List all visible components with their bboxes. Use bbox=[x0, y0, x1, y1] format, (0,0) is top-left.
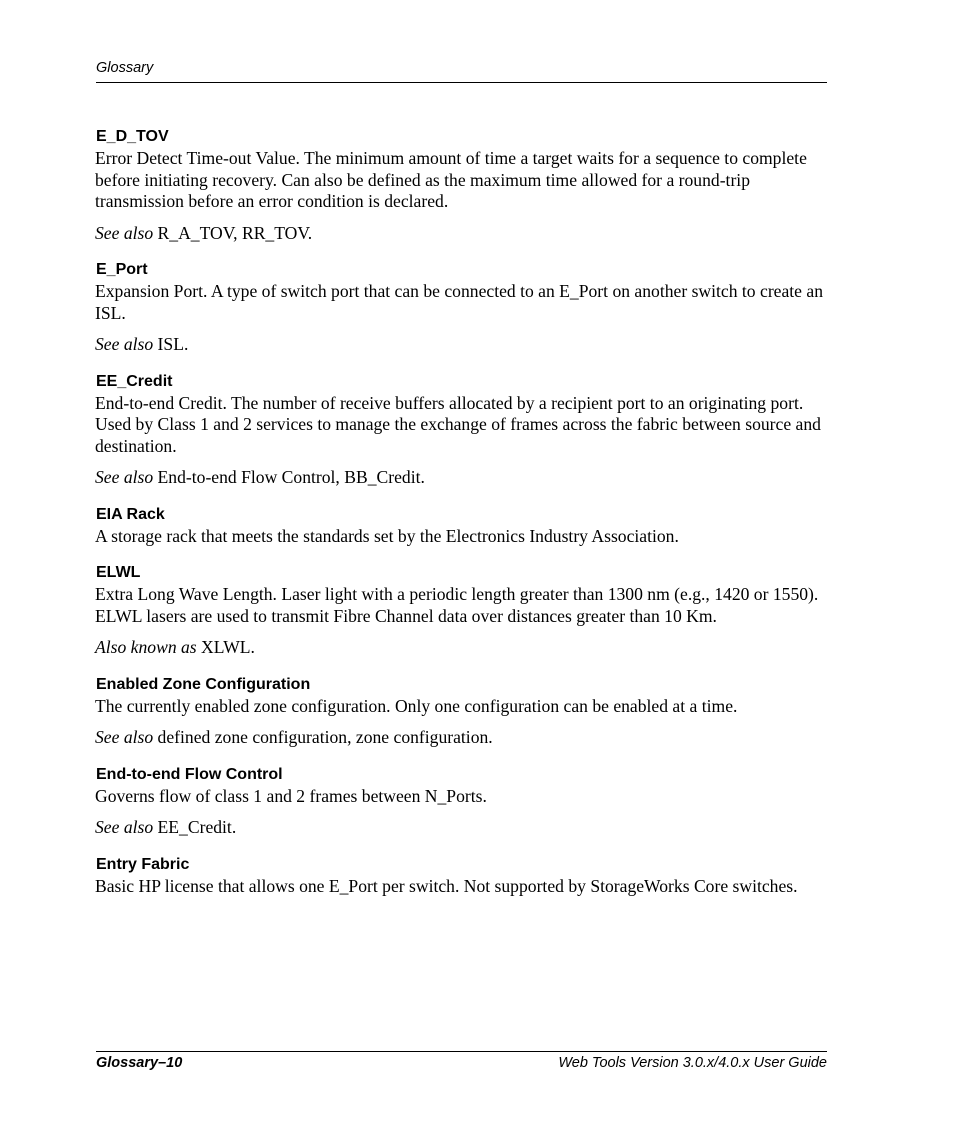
glossary-definition: The currently enabled zone configuration. Only one configuration can be enabled at a time. bbox=[95, 695, 738, 716]
glossary-term: E_D_TOV bbox=[96, 128, 169, 145]
footer-page-number: Glossary–10 bbox=[96, 1055, 183, 1071]
glossary-reference bbox=[95, 727, 835, 749]
reference-lead: See also bbox=[95, 727, 154, 747]
footer-document-title: Web Tools Version 3.0.x/4.0.x User Guide bbox=[558, 1055, 827, 1071]
glossary-reference bbox=[95, 223, 835, 245]
reference-lead: See also bbox=[95, 334, 154, 354]
glossary-definition: Error Detect Time-out Value. The minimum amount of time a target waits for a sequence to complete before initiating recovery. Can also be defined as the maximum time allowed for a round-trip transmission before an error condition is declared. bbox=[95, 148, 807, 211]
glossary-term: EE_Credit bbox=[96, 372, 173, 390]
reference-text: XLWL. bbox=[196, 637, 255, 657]
page-footer bbox=[96, 1051, 827, 1072]
glossary-term: Enabled Zone Configuration bbox=[96, 675, 311, 693]
page-header bbox=[96, 60, 827, 83]
glossary-entry-enabled-zone-configuration bbox=[95, 676, 835, 749]
glossary-definition: Expansion Port. A type of switch port that can be connected to an E_Port on another switch to create an ISL. bbox=[95, 281, 823, 323]
reference-lead: See also bbox=[95, 467, 154, 487]
header-section-title: Glossary bbox=[96, 60, 154, 76]
glossary-definition: A storage rack that meets the standards set by the Electronics Industry Association. bbox=[95, 525, 679, 546]
glossary-entry-elwl bbox=[95, 564, 835, 659]
glossary-definition: Governs flow of class 1 and 2 frames between N_Ports. bbox=[95, 785, 487, 806]
glossary-entry-entry-fabric bbox=[95, 856, 835, 898]
glossary-term: EIA Rack bbox=[96, 505, 165, 523]
glossary-term: E_Port bbox=[96, 261, 148, 278]
glossary-entry-e-d-tov bbox=[95, 128, 835, 244]
glossary-entry-eia-rack bbox=[95, 506, 835, 548]
reference-lead: See also bbox=[95, 817, 154, 837]
glossary-content bbox=[95, 128, 835, 914]
glossary-term: End-to-end Flow Control bbox=[96, 765, 283, 783]
glossary-term: ELWL bbox=[96, 564, 141, 581]
reference-text: defined zone configuration, zone configuration. bbox=[153, 727, 493, 747]
reference-lead: See also bbox=[95, 222, 154, 243]
glossary-term: Entry Fabric bbox=[96, 855, 190, 873]
glossary-reference bbox=[95, 334, 835, 356]
reference-text: R_A_TOV, RR_TOV. bbox=[153, 222, 313, 243]
glossary-entry-end-to-end-flow-control bbox=[95, 766, 835, 839]
glossary-definition: Extra Long Wave Length. Laser light with a periodic length greater than 1300 nm (e.g., 1420 or 1550). ELWL lasers are used to transmit Fibre Channel data over distances greater than 10 Km. bbox=[95, 584, 819, 626]
glossary-reference bbox=[95, 637, 835, 659]
reference-lead: Also known as bbox=[95, 637, 197, 657]
glossary-reference bbox=[95, 467, 835, 489]
reference-text: End-to-end Flow Control, BB_Credit. bbox=[153, 467, 425, 487]
glossary-reference bbox=[95, 817, 835, 839]
glossary-definition: End-to-end Credit. The number of receive buffers allocated by a recipient port to an originating port. Used by Class 1 and 2 services to manage the exchange of frames across the fabric between source and destination. bbox=[95, 392, 821, 456]
glossary-entry-ee-credit bbox=[95, 373, 835, 489]
reference-text: EE_Credit. bbox=[153, 817, 237, 837]
reference-text: ISL. bbox=[153, 334, 189, 354]
glossary-entry-e-port bbox=[95, 261, 835, 356]
glossary-definition: Basic HP license that allows one E_Port per switch. Not supported by StorageWorks Core switches. bbox=[95, 875, 798, 896]
